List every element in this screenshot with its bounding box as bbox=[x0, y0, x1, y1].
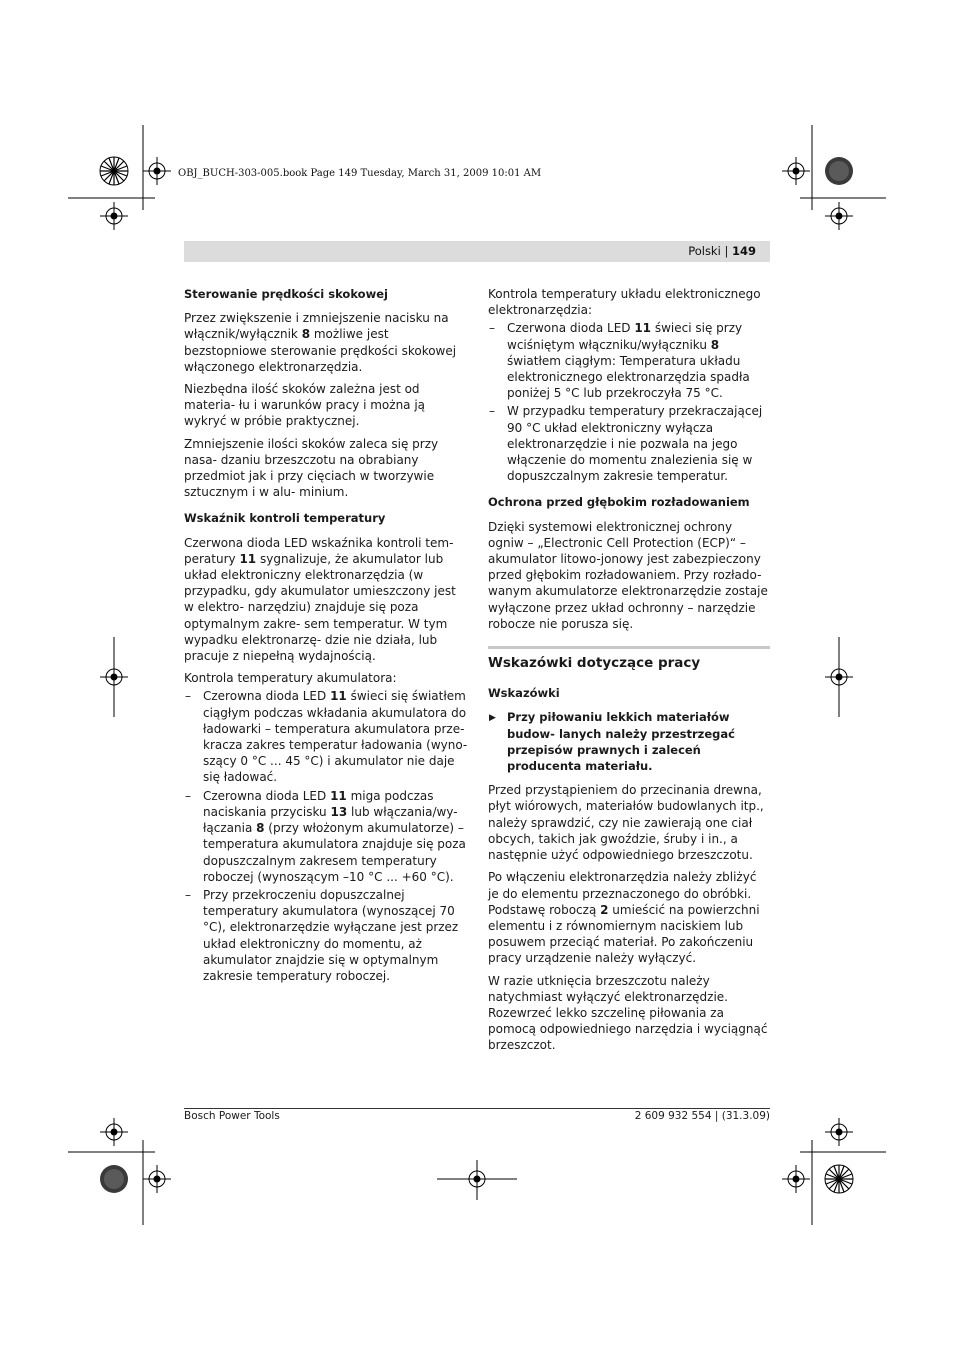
text: Czerwona dioda LED bbox=[507, 321, 635, 336]
paragraph: Przed przystąpieniem do przecinania drewna, płyt wiórowych, materiałów budowlanych itp., należy sprawdzić, czy nie zawierają one ciał obcych, takich jak gwoździe, śruby i in., a następnie użyć odpowiedniego brzeszczotu. bbox=[488, 783, 764, 863]
text: świeci się przy wciśniętym włączniku/wyłączniku bbox=[507, 321, 743, 352]
paragraph: Kontrola temperatury układu elektronicznego elektronarzędzia: bbox=[488, 287, 761, 318]
ref-number: 11 bbox=[330, 788, 347, 803]
ref-number: 8 bbox=[301, 327, 311, 342]
paragraph: Dzięki systemowi elektronicznej ochrony ogniw – „Electronic Cell Protection (ECP)“ – akumulator litowo-jonowy jest zabezpieczony przed głębokim rozładowaniem. Przy rozłado- wanym akumulatorze elektronarzędzie zostaje wyłączone przez układ ochronny – narzędzie robocze nie porusza się. bbox=[488, 519, 768, 631]
list-item bbox=[184, 688, 468, 785]
right-column bbox=[488, 286, 770, 1060]
list-item: – W przypadku temperatury przekraczającej 90 °C układ elektroniczny wyłącza elektronarzędzie i nie pozwala na jego włączenie do momentu znalezienia się w dopuszczalnym zakresie temperatur. bbox=[488, 403, 770, 484]
text: Czerowna dioda LED bbox=[203, 689, 331, 704]
print-info-line: OBJ_BUCH-303-005.book Page 149 Tuesday, March 31, 2009 10:01 AM bbox=[178, 168, 542, 179]
paragraph: Kontrola temperatury akumulatora: bbox=[184, 671, 397, 686]
list-item bbox=[488, 320, 770, 401]
page-header-bar bbox=[184, 241, 770, 262]
list-item bbox=[184, 788, 468, 885]
page-header bbox=[688, 244, 756, 258]
ref-number: 13 bbox=[330, 804, 348, 819]
text: lub włączania/wy- łączania bbox=[203, 804, 458, 836]
section-divider bbox=[488, 646, 770, 649]
ref-number: 11 bbox=[239, 551, 257, 566]
ref-number: 8 bbox=[710, 337, 720, 352]
text: sygnalizuje, że akumulator lub układ elektroniczny elektronarzędzia (w przypadku, gdy akumulator umieszczony jest w elektro- narzędziu) znajduje się poza optymalnym zakre- sem temperatur. W tym wypadku elektronarzę- dzie nie działa, lub pracuje z niepełną wydajnością. bbox=[184, 551, 456, 664]
footer-divider bbox=[184, 1108, 770, 1109]
paragraph: W razie utknięcia brzeszczotu należy natychmiast wyłączyć elektronarzędzie. Rozewrzeć lekko szczelinę piłowania za pomocą odpowiedniego narzędzia i wyciągnąć brzeszczot. bbox=[488, 973, 768, 1053]
section-title-temperature-indicator: Wskaźnik kontroli temperatury bbox=[184, 511, 386, 526]
footer-doc-number: 2 609 932 554 | (31.3.09) bbox=[634, 1110, 770, 1122]
subsection-title-advice: Wskazówki bbox=[488, 686, 560, 701]
text: Czerowna dioda LED bbox=[203, 788, 331, 803]
ref-number: 2 bbox=[600, 902, 609, 917]
text: światłem ciągłym: Temperatura układu elektronicznego elektronarzędzia spadła poniżej 5 °C lub przekroczyła 75 °C. bbox=[507, 353, 750, 401]
paragraph bbox=[184, 310, 468, 375]
ref-number: 8 bbox=[256, 821, 265, 836]
footer-brand: Bosch Power Tools bbox=[184, 1110, 280, 1122]
ref-number: 11 bbox=[634, 321, 652, 336]
text: umieścić na powierzchni elementu i z równomiernym naciskiem lub posuwem przeciąć materiał. Po zakończeniu pracy urządzenie należy wyłączyć. bbox=[488, 902, 760, 966]
text: (przy włożonym akumulatorze) – temperatura akumulatora znajduje się poza dopuszczalnym zakresem temperatury roboczej (wynoszącym –10 °C ... +60 °C). bbox=[203, 821, 466, 884]
header-language: Polski bbox=[688, 244, 721, 258]
paragraph: Zmniejszenie ilości skoków zaleca się przy nasa- dzaniu brzeszczotu na obrabiany przedmiot jak i przy cięciach w tworzywie sztucznym i w alu- minium. bbox=[184, 436, 439, 500]
ref-number: 11 bbox=[330, 689, 347, 704]
text: Przez zwiększenie i zmniejszenie nacisku na włącznik/wyłącznik bbox=[184, 311, 449, 342]
list-item: – Przy przekroczeniu dopuszczalnej temperatury akumulatora (wynoszącej 70 °C), elektronarzędzie wyłączane jest przez układ elektroniczny do momentu, aż akumulator znajdzie się w optymalnym zakresie temperatury roboczej. bbox=[184, 887, 468, 984]
section-title-stroke-control: Sterowanie prędkości skokowej bbox=[184, 287, 388, 301]
text: możliwe jest bezstopniowe sterowanie prędkości skokowej włączonego elektronarzędzia. bbox=[184, 327, 457, 374]
paragraph: Niezbędna ilość skoków zależna jest od materia- łu i warunków pracy i można ją wykryć w próbie praktycznej. bbox=[184, 382, 426, 429]
paragraph bbox=[184, 535, 468, 665]
section-title-working-advice: Wskazówki dotyczące pracy bbox=[488, 655, 701, 672]
text: Czerwona dioda LED wskaźnika kontroli tem- peratury bbox=[184, 535, 454, 566]
paragraph bbox=[488, 869, 770, 966]
warning-item: ▶ Przy piłowaniu lekkich materiałów budow- lanych należy przestrzegać przepisów prawnych i zaleceń producenta materiału. bbox=[488, 709, 770, 774]
text: miga podczas naciskania przycisku bbox=[203, 788, 434, 819]
left-column bbox=[184, 286, 468, 986]
page-number: 149 bbox=[731, 244, 756, 258]
header-separator: | bbox=[724, 244, 729, 258]
section-title-deep-discharge: Ochrona przed głębokim rozładowaniem bbox=[488, 495, 750, 510]
text: Po włączeniu elektronarzędzia należy zbliżyć je do elementu przeznaczonego do obróbki. Podstawę roboczą bbox=[488, 870, 757, 917]
text: świeci się światłem ciągłym podczas wkładania akumulatora do ładowarki – temperatura akumulatora prze- kracza zakres temperatur ładowania (wyno- szący 0 °C ... 45 °C) i akumulator nie daje się ładować. bbox=[203, 689, 468, 785]
